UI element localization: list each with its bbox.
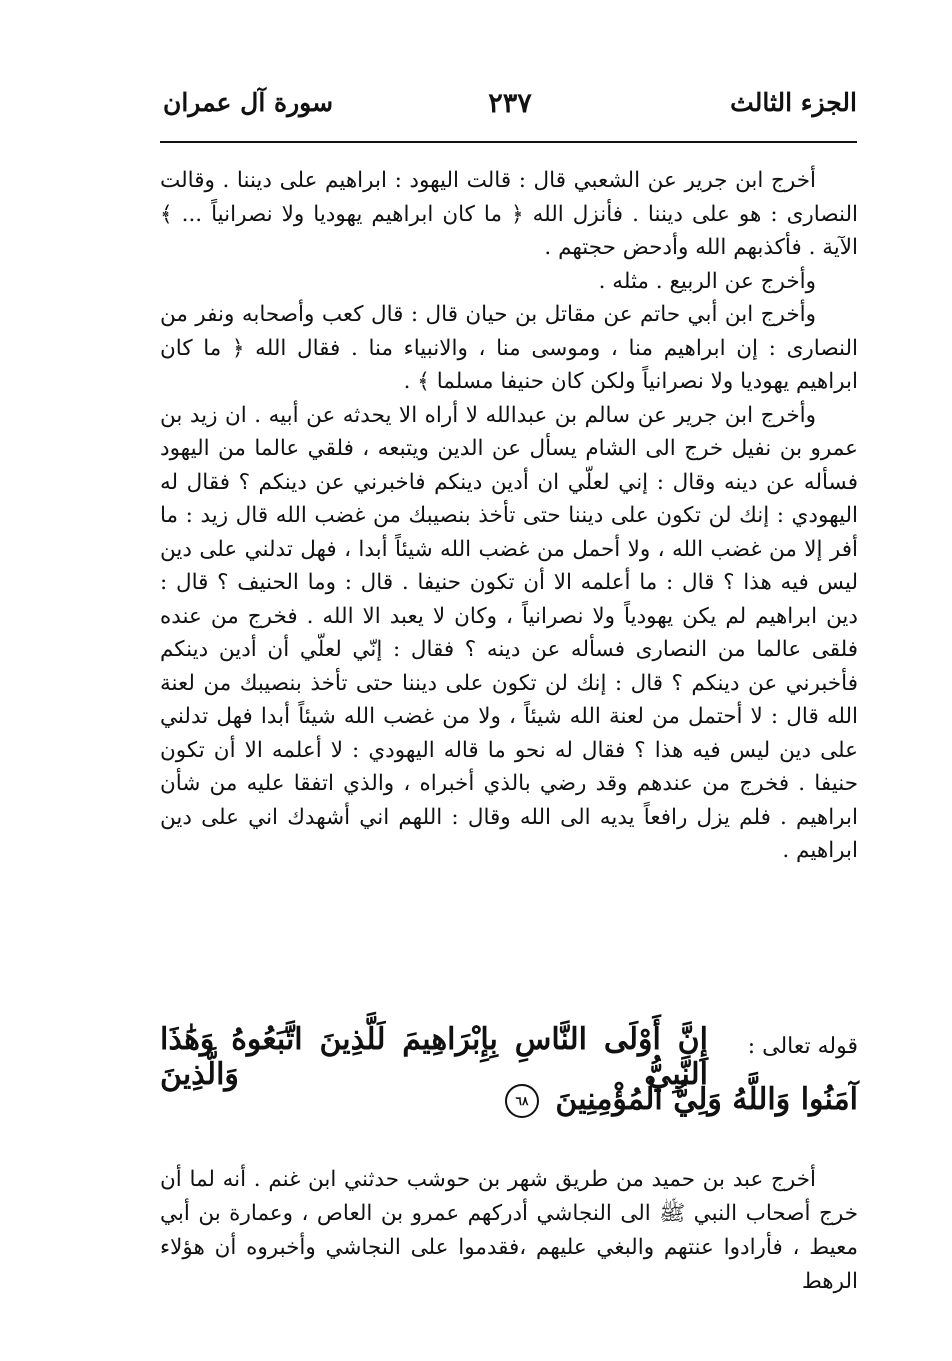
header-divider	[160, 141, 857, 143]
verse-line-1: إِنَّ أَوْلَى النَّاسِ بِإِبْرَاهِيمَ لَلَّذِينَ اتَّبَعُوهُ وَهَٰذَا النَّبِيُّ وَالَّذِينَ	[160, 1022, 708, 1092]
commentary-block-2	[160, 1163, 858, 1299]
paragraph: أخرج ابن جرير عن الشعبي قال : قالت اليهود : ابراهيم على ديننا . وقالت النصارى : هو على ديننا . فأنزل الله ﴿ ما كان ابراهيم يهوديا ولا نصرانياً ... ﴾ الآية . فأكذبهم الله وأدحض حجتهم .	[160, 168, 858, 260]
paragraph: وأخرج ابن أبي حاتم عن مقاتل بن حيان قال : قال كعب وأصحابه ونفر من النصارى : إن ابراهيم منا ، وموسى منا ، والانبياء منا . فقال الله ﴿ ما كان ابراهيم يهوديا ولا نصرانياً ولكن كان حنيفا مسلما ﴾ .	[160, 302, 858, 394]
ayah-number-marker: ٦٨	[505, 1084, 539, 1118]
paragraph: وأخرج ابن جرير عن سالم بن عبدالله لا أراه الا يحدثه عن أبيه . ان زيد بن عمرو بن نفيل خرج الى الشام يسأل عن الدين ويتبعه ، فلقي عالما من اليهود فسأله عن دينه وقال : إني لعلّي ان أدين دينكم فاخبرني عن دينكم ؟ فقال له اليهودي : إنك لن تكون على ديننا حتى تأخذ بنصيبك من غضب الله قال زيد : ما أفر إلا من غضب الله ، ولا أحمل من غضب الله شيئاً أبدا ، فهل تدلني على دين ليس فيه هذا ؟ قال : ما أعلمه الا أن تكون حنيفا . قال : وما الحنيف ؟ قال : دين ابراهيم لم يكن يهودياً ولا نصرانياً ، وكان لا يعبد الا الله . فخرج من عنده فلقى عالما من النصارى فسأله عن دينه ؟ فقال : إنّي لعلّي أن أدين دينكم فأخبرني عن دينكم ؟ قال : إنك لن تكون على ديننا حتى تأخذ بنصيبك من لعنة الله قال : لا أحتمل من لعنة الله شيئاً ، ولا من غضب الله شيئاً أبدا فهل تدلني على دين ليس فيه هذا ؟ فقال له نحو ما قاله اليهودي : لا أعلمه الا أن تكون حنيفا . فخرج من عندهم وقد رضي بالذي أخبراه ، والذي اتفقا عليه من شأن ابراهيم . فلم يزل رافعاً يديه الى الله وقال : اللهم اني أشهدك اني على دين ابراهيم .	[160, 402, 858, 863]
quran-verse	[160, 1022, 858, 1124]
paragraph: وأخرج عن الربيع . مثله .	[598, 268, 816, 294]
paragraph: أخرج عبد بن حميد من طريق شهر بن حوشب حدثني ابن غنم . أنه لما أن خرج أصحاب النبي ﷺ الى النجاشي أدركهم عمرو بن العاص ، وعمارة بن أبي معيط ، فأرادوا عنتهم والبغي عليهم ،فقدموا على النجاشي وأخبروه أن هؤلاء الرهط	[160, 1167, 858, 1294]
verse-label: قوله تعالى :	[747, 1034, 858, 1059]
commentary-block-1	[160, 164, 858, 868]
page-number: ٢٣٧	[488, 88, 532, 119]
part-title: الجزء الثالث	[730, 88, 857, 117]
surah-title: سورة آل عمران	[163, 88, 334, 117]
page-header	[163, 88, 857, 132]
verse-line-2: آمَنُوا وَاللَّهُ وَلِيُّ الْمُؤْمِنِينَ	[555, 1082, 858, 1117]
